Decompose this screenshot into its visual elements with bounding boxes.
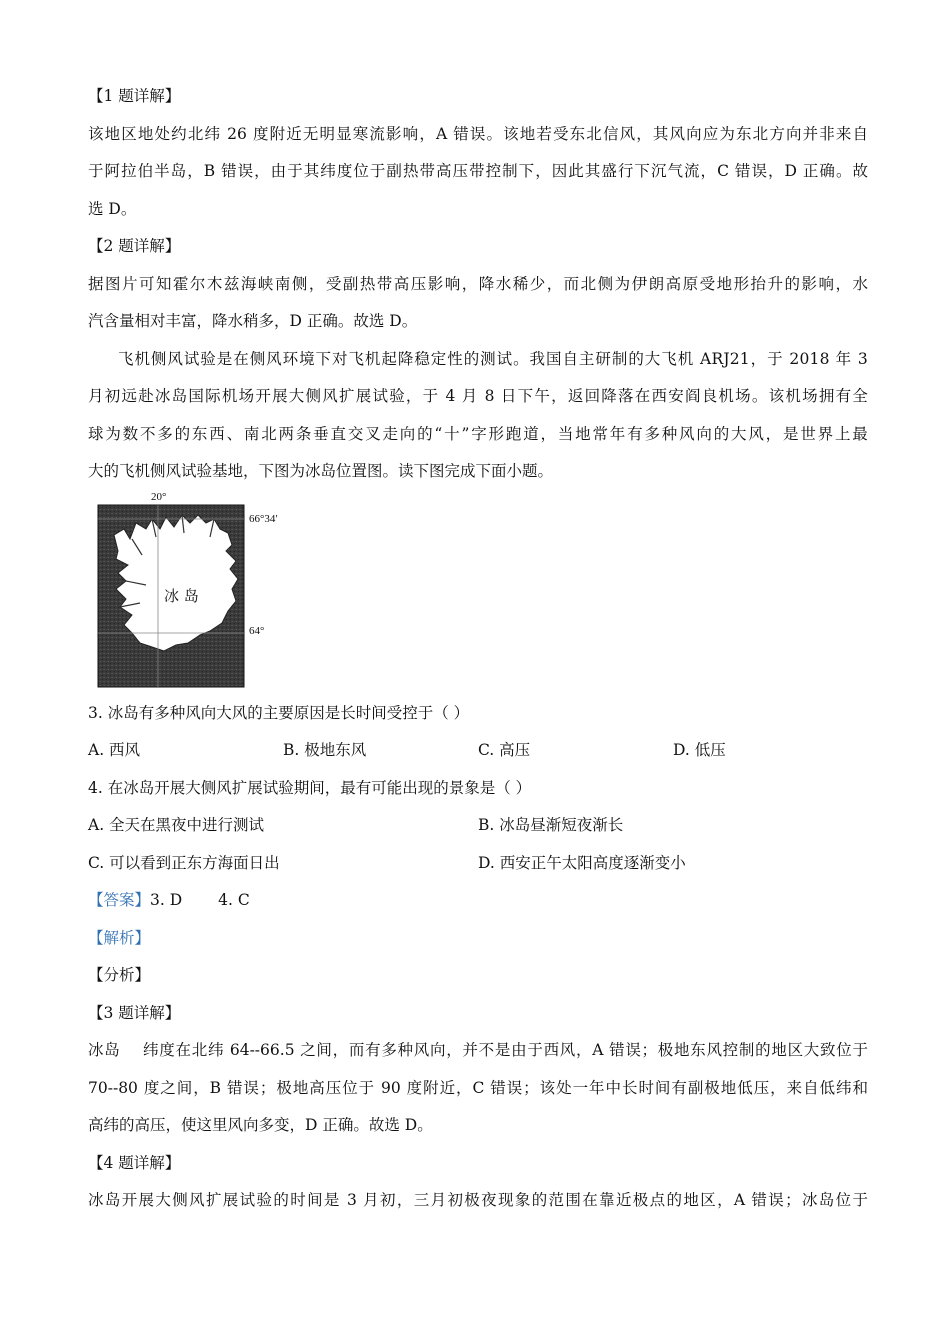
q2-heading: 【2 题详解】 (88, 237, 181, 255)
analysis-label: 【解析】 (88, 928, 151, 947)
q3-text-line-1: 冰岛 纬度在北纬 64--66.5 之间，而有多种风向，并不是由于西风，A 错误；极地东风控制的地区大致位于 (88, 1041, 868, 1059)
fenxi-heading: 【分析】 (88, 966, 151, 984)
q1-text-line-2: 于阿拉伯半岛，B 错误，由于其纬度位于副热带高压带控制下，因此其盛行下沉气流，C 错误，D 正确。故 (88, 162, 868, 180)
q1-text-line-3: 选 D。 (88, 199, 137, 218)
map-latitude-top-label: 66°34′ (249, 512, 278, 525)
q2-text-line-2: 汽含量相对丰富，降水稍多，D 正确。故选 D。 (88, 312, 418, 330)
question-3-option-b[interactable]: B. 极地东风 (283, 741, 367, 759)
question-4-option-a[interactable]: A. 全天在黑夜中进行测试 (88, 816, 265, 834)
iceland-map (88, 490, 868, 691)
map-longitude-label: 20° (151, 490, 167, 503)
q4-heading: 【4 题详解】 (88, 1153, 181, 1172)
q1-text-line-1: 该地区地处约北纬 26 度附近无明显寒流影响，A 错误。该地若受东北信风，其风向应为东北方向并非来自 (88, 124, 868, 143)
map-latitude-bottom-label: 64° (249, 624, 265, 637)
passage-line-2: 月初远赴冰岛国际机场开展大侧风扩展试验，于 4 月 8 日下午，返回降落在西安阎良机场。该机场拥有全 (88, 387, 868, 405)
question-3-stem: 3. 冰岛有多种风向大风的主要原因是长时间受控于（ ） (88, 703, 470, 722)
q4-text-line-1: 冰岛开展大侧风扩展试验的时间是 3 月初，三月初极夜现象的范围在靠近极点的地区，A 错误；冰岛位于 (88, 1191, 868, 1209)
answer-4: 4. C (218, 891, 250, 909)
passage-line-4: 大的飞机侧风试验基地，下图为冰岛位置图。读下图完成下面小题。 (88, 462, 554, 480)
q2-text-line-1: 据图片可知霍尔木兹海峡南侧，受副热带高压影响，降水稀少，而北侧为伊朗高原受地形抬升的影响，水 (88, 274, 868, 293)
question-4-options-row-1 (88, 807, 868, 845)
answer-3: 3. D (150, 891, 183, 909)
q3-heading: 【3 题详解】 (88, 1003, 181, 1022)
passage-line-3: 球为数不多的东西、南北两条垂直交叉走向的“十”字形跑道，当地常年有多种风向的大风，是世界上最 (88, 424, 868, 443)
document-page (88, 78, 868, 1220)
question-4-stem: 4. 在冰岛开展大侧风扩展试验期间，最有可能出现的景象是（ ） (88, 778, 532, 797)
answer-line (88, 882, 868, 920)
question-3-option-a[interactable]: A. 西风 (88, 741, 141, 759)
question-4-option-b[interactable]: B. 冰岛昼渐短夜渐长 (478, 816, 624, 834)
passage-line-1: 飞机侧风试验是在侧风环境下对飞机起降稳定性的测试。我国自主研制的大飞机 ARJ21，于 2018 年 3 (118, 349, 868, 368)
question-4-options-row-2 (88, 845, 868, 883)
question-3-option-d[interactable]: D. 低压 (673, 741, 726, 759)
question-4-option-c[interactable]: C. 可以看到正东方海面日出 (88, 853, 280, 872)
q1-heading: 【1 题详解】 (88, 87, 181, 105)
q3-text-line-2: 70--80 度之间，B 错误；极地高压位于 90 度附近，C 错误；该处一年中长时间有副极地低压，来自低纬和 (88, 1078, 868, 1097)
q3-text-line-3: 高纬的高压，使这里风向多变，D 正确。故选 D。 (88, 1116, 433, 1134)
answer-label: 【答案】 (88, 891, 151, 909)
question-3-options (88, 732, 868, 770)
question-4-option-d[interactable]: D. 西安正午太阳高度逐渐变小 (478, 853, 686, 872)
question-3-option-c[interactable]: C. 高压 (478, 741, 531, 759)
map-island-label: 冰 岛 (164, 586, 199, 605)
